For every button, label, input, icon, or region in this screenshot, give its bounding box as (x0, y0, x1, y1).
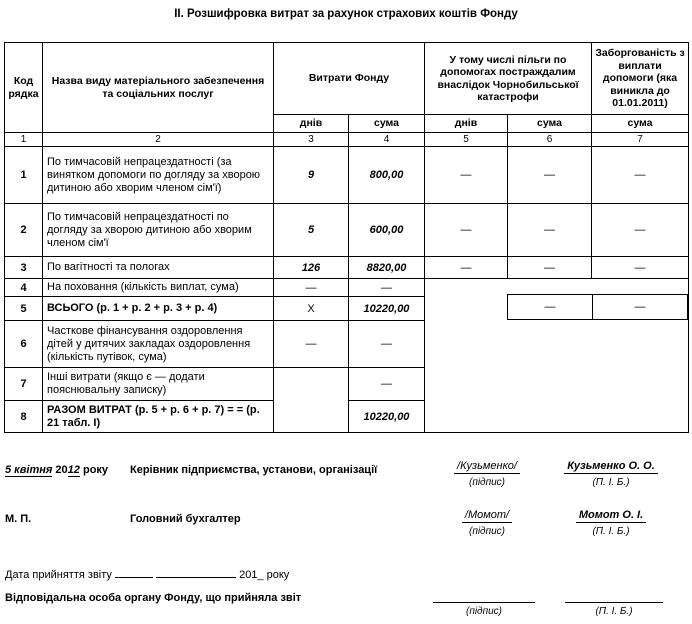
blank-name-line (565, 589, 663, 603)
report-acceptance-word: року (266, 569, 290, 581)
row-chernobyl-sum: — (508, 204, 592, 257)
row-days: 126 (274, 257, 349, 279)
accountant-signature: /Момот/ (462, 509, 512, 523)
subheader-sum-chernobyl: сума (508, 115, 592, 133)
col-num-7: 7 (592, 133, 689, 147)
row-chernobyl-days: — (425, 257, 508, 279)
report-date-day: 5 квітня (5, 464, 53, 476)
row-code: 2 (5, 204, 43, 257)
header-name: Назва виду матеріального забезпечення та соціальних послуг (43, 43, 274, 133)
row-name: На поховання (кількість виплат, сума) (43, 279, 274, 297)
merged-blank-region (425, 279, 689, 433)
row-code: 5 (5, 297, 43, 321)
row-name: РАЗОМ ВИТРАТ (р. 5 + р. 6 + р. 7) = = (р. 21 табл. I) (43, 401, 274, 433)
row-sum: 800,00 (349, 147, 425, 204)
accountant-name: Момот О. І. (576, 509, 646, 523)
row-debt-sum: — (634, 301, 646, 313)
row-debt-sum: — (592, 257, 689, 279)
row-name: По тимчасовій непрацездатності по догляду за хворою дитиною або хворим членом сім'ї (43, 204, 274, 257)
subheader-sum: сума (349, 115, 425, 133)
row-name: По вагітності та пологах (43, 257, 274, 279)
row-sum: 600,00 (349, 204, 425, 257)
responsible-name-block (565, 589, 663, 618)
accountant-label: Головний бухгалтер (130, 513, 241, 525)
responsible-person-label: Відповідальна особа органу Фонду, що прийняла звіт (5, 592, 302, 604)
row-sum: — (349, 279, 425, 297)
col-num-4: 4 (349, 133, 425, 147)
table-row (5, 204, 689, 257)
header-fund-expenses: Витрати Фонду (274, 43, 425, 115)
row-name: Часткове фінансування оздоровлення дітей у дитячих закладах оздоровлення (кількість путівок, сума) (43, 321, 274, 368)
row-code: 6 (5, 321, 43, 368)
row-code: 7 (5, 368, 43, 401)
report-date-year: 12 (67, 464, 80, 476)
table-row (5, 257, 689, 279)
row-sum: — (349, 321, 425, 368)
row-debt-sum: — (592, 147, 689, 204)
accountant-name-block (555, 509, 667, 538)
report-date-line (5, 464, 108, 477)
row-chernobyl-days: — (425, 147, 508, 204)
signature-caption: (підпис) (469, 526, 505, 537)
header-chernobyl-benefits: У тому числі пільги по допомогах постраждалим внаслідок Чорнобильської катастрофи (425, 43, 592, 115)
name-caption: (П. І. Б.) (595, 606, 633, 617)
row-sum: — (349, 368, 425, 401)
merged-days-blank (274, 368, 349, 433)
column-numbers-row (5, 133, 689, 147)
col-num-1: 1 (5, 133, 43, 147)
row-chernobyl-sum: — (508, 257, 592, 279)
row-sum: 8820,00 (349, 257, 425, 279)
row-code: 1 (5, 147, 43, 204)
row-debt-sum: — (592, 204, 689, 257)
director-signature: /Кузьменко/ (454, 460, 520, 474)
header-debt: Заборгованість з виплати допомоги (яка виникла до 01.01.2011) (592, 43, 689, 115)
director-name: Кузьменко О. О. (564, 460, 658, 474)
report-date-century: 20 (55, 464, 68, 476)
col-num-6: 6 (508, 133, 592, 147)
row-chernobyl-days: — (425, 204, 508, 257)
page-title: II. Розшифровка витрат за рахунок страхових коштів Фонду (174, 8, 518, 20)
accountant-signature-block (437, 509, 537, 538)
director-label: Керівник підприємства, установи, організації (130, 464, 378, 476)
blank-day-field (115, 567, 153, 578)
subheader-sum-debt: сума (592, 115, 689, 133)
blank-signature-line (433, 589, 535, 603)
director-signature-block (437, 460, 537, 489)
row-days: Х (274, 297, 349, 321)
row-days: 5 (274, 204, 349, 257)
header-code: Код рядка (5, 43, 43, 133)
col-num-2: 2 (43, 133, 274, 147)
name-caption: (П. І. Б.) (592, 526, 630, 537)
row-sum: 10220,00 (349, 297, 425, 321)
col-num-5: 5 (425, 133, 508, 147)
report-acceptance-label: Дата прийняття звіту (5, 569, 112, 581)
subheader-days: днів (274, 115, 349, 133)
table-row (5, 279, 689, 297)
report-date-word: року (82, 464, 109, 476)
expenses-table (4, 42, 689, 433)
row-name: Інші витрати (якщо є — додати пояснювальну записку) (43, 368, 274, 401)
signature-caption: (підпис) (466, 606, 502, 617)
row-code: 4 (5, 279, 43, 297)
director-name-block (555, 460, 667, 489)
row-code: 8 (5, 401, 43, 433)
name-caption: (П. І. Б.) (592, 477, 630, 488)
row-days: — (274, 321, 349, 368)
row-code: 3 (5, 257, 43, 279)
row-days: 9 (274, 147, 349, 204)
row-chernobyl-sum: — (508, 295, 593, 319)
report-acceptance-year: 201_ (239, 569, 264, 581)
blank-month-field (156, 567, 236, 578)
row-days: — (274, 279, 349, 297)
subheader-days-chernobyl: днів (425, 115, 508, 133)
row-name: По тимчасовій непрацездатності (за винятком допомоги по догляду за хворою дитиною або хворим членом сім'ї) (43, 147, 274, 204)
row-sum: 10220,00 (349, 401, 425, 433)
row-chernobyl-sum: — (508, 147, 592, 204)
row5-benefit-cells (507, 294, 688, 320)
responsible-signature-block (433, 589, 535, 618)
signature-caption: (підпис) (469, 477, 505, 488)
report-acceptance-date-line (5, 567, 289, 582)
col-num-3: 3 (274, 133, 349, 147)
stamp-place-label: М. П. (5, 513, 32, 525)
table-row (5, 147, 689, 204)
row-name: ВСЬОГО (р. 1 + р. 2 + р. 3 + р. 4) (43, 297, 274, 321)
